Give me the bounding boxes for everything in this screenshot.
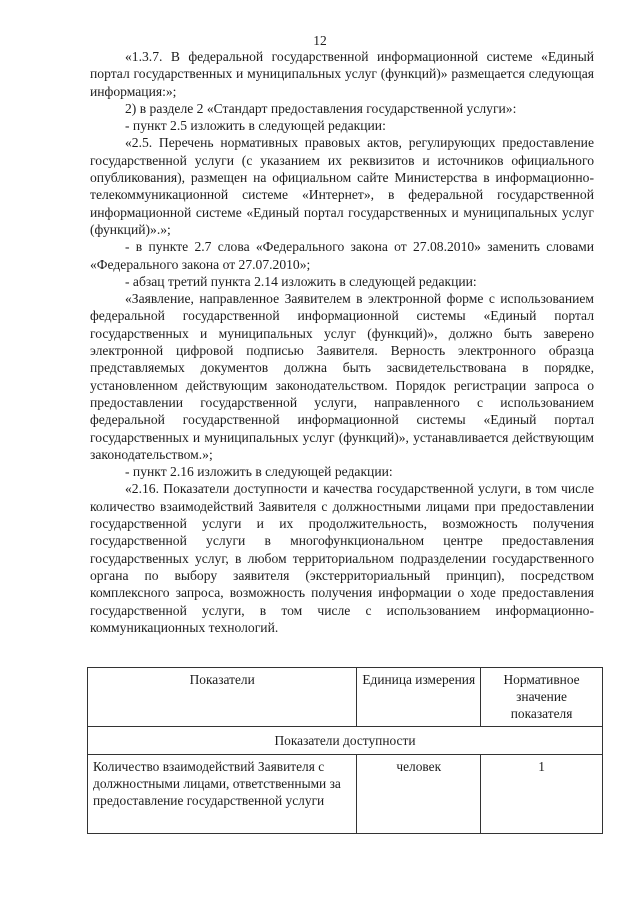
page-number: 12 [313, 33, 327, 48]
header-indicators: Показатели [88, 668, 357, 727]
table-header-row [88, 668, 603, 727]
paragraph-2-14: «Заявление, направленное Заявителем в электронной форме с использованием федеральной государственной информационной системы «Единый портал государственных и муниципальных услуг (функций)», должно быть заверено электронной цифровой подписью Заявителя. Верность электронного образца представляемых документов должна быть засвидетельствована в порядке, установленном действующим законодательством. Порядок регистрации запроса о предоставлении государственной услуги, направленного с использованием федеральной государственной информационной системы «Единый портал государственных и муниципальных услуг (функций)», устанавливается действующим законодательством.»; [90, 291, 594, 462]
indicators-table [87, 667, 603, 834]
paragraph-2-16: «2.16. Показатели доступности и качества государственной услуги, в том числе количество взаимодействий Заявителя с должностными лицами при предоставлении государственной услуги и их продолжительность, возможность получения государственной услуги в многофункциональном центре предоставления государственных услуг, в любом территориальном подразделении государственного органа по выбору заявителя (экстерриториальный принцип), посредством комплексного запроса, возможность получения информации о ходе предоставления государственной услуги, в том числе с использованием информационно-коммуникационных технологий. [90, 481, 594, 635]
indicators-table-wrapper [87, 667, 603, 834]
cell-unit: человек [357, 755, 481, 834]
table-row [88, 755, 603, 834]
paragraph-2-5: «2.5. Перечень нормативных правовых актов, регулирующих предоставление государственной услуги (с указанием их реквизитов и источников официального опубликования), размещен на официальном сайте Министерства в информационно-телекоммуникационной системе «Интернет», в федеральной государственной информационной системе «Единый портал государственных и муниципальных услуг (функций)».»; [90, 135, 594, 237]
paragraph-item-2-5-intro: - пункт 2.5 изложить в следующей редакции: [125, 118, 386, 134]
header-unit: Единица измерения [357, 668, 481, 727]
paragraph-section-2: 2) в разделе 2 «Стандарт предоставления государственной услуги»: [125, 100, 517, 116]
paragraph-2-14-intro: - абзац третий пункта 2.14 изложить в следующей редакции: [125, 273, 477, 289]
document-body [90, 48, 594, 636]
paragraph-2-7: - в пункте 2.7 слова «Федерального закона от 27.08.2010» заменить словами «Федерального закона от 27.07.2010»; [90, 239, 594, 272]
paragraph-1-3-7: «1.3.7. В федеральной государственной информационной системе «Единый портал государственных и муниципальных услуг (функций)» размещается следующая информация:»; [90, 49, 594, 99]
section-accessibility: Показатели доступности [88, 727, 603, 755]
paragraph-2-16-intro: - пункт 2.16 изложить в следующей редакции: [125, 464, 393, 480]
cell-value: 1 [481, 755, 603, 834]
table-section-row [88, 727, 603, 755]
cell-indicator: Количество взаимодействий Заявителя с должностными лицами, ответственными за предоставление государственной услуги [88, 755, 357, 834]
header-norm-value: Нормативное значение показателя [481, 668, 603, 727]
